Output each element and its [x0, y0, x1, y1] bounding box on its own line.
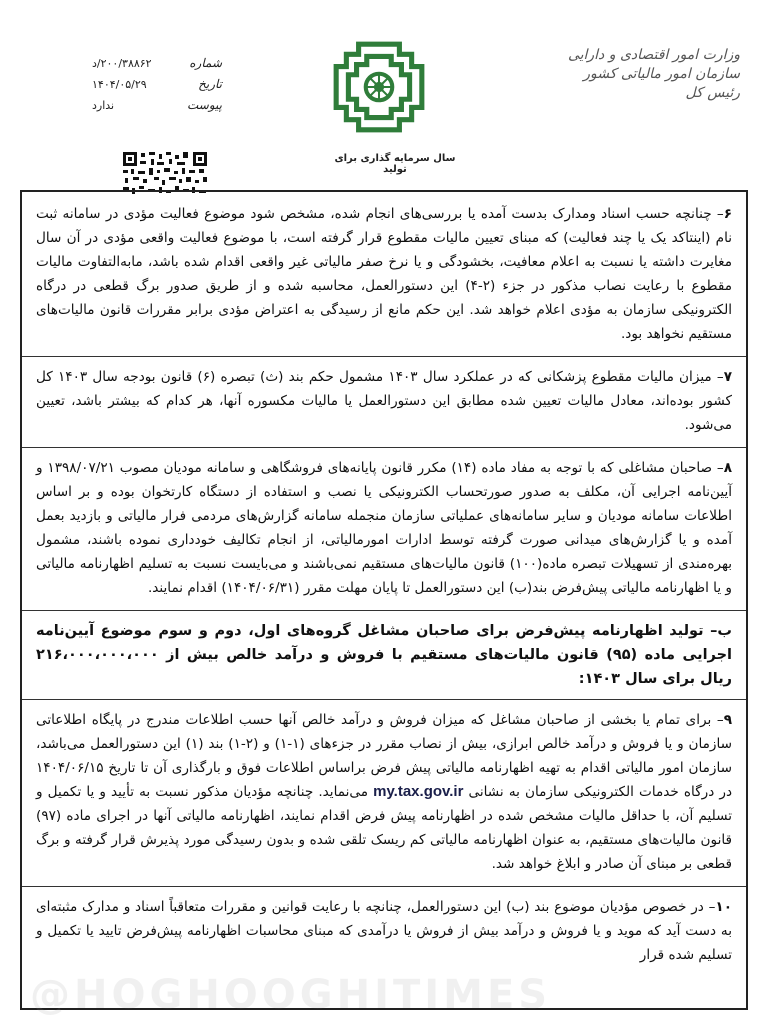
paragraph-7-text: – میزان مالیات مقطوع پزشکانی که در عملکرد سال ۱۴۰۳ مشمول حکم بند (ث) تبصره (۶) قانون بودجه سال ۱۴۰۳ کل کشور بوده‌اند، معادل مالیات تعیین شده مطابق این دستورالعمل یا مالیات مکسوره آنها، هر کدام که بیشتر باشد، تعیین می‌شود. — [36, 369, 732, 433]
signatory-title: رئیس کل — [685, 85, 740, 101]
organization-name: سازمان امور مالیاتی کشور — [583, 66, 740, 82]
section-b-heading: ب– تولید اظهارنامه پیش‌فرض برای صاحبان مشاغل گروه‌های اول، دوم و سوم موضوع آیین‌نامه اجرایی ماده (۹۵) قانون مالیات‌های مستقیم با فروش و درآمد خالص بیش از ۲۱۶،۰۰۰،۰۰۰،۰۰۰ ریال برای سال ۱۴۰۳: — [36, 623, 732, 687]
paragraph-9-text-b: می‌نماید. چنانچه مؤدیان مذکور نسبت به تأیید و یا تکمیل و تسلیم آن، با حداقل مالیات مشخص شده در اظهارنامه پیش فرض اقدام نمایند، اظهارنامه مالیاتی آنها در اجرای ماده (۹۷) قانون مالیات‌های مستقیم، به عنوان اظهارنامه مالیاتی کم ریسک تلقی شده و بدون رسیدگی مورد پذیرش قرار گرفته و برگ قطعی بر مبنای آن صادر و ابلاغ خواهد شد. — [36, 784, 732, 872]
year-slogan: سال سرمایه گذاری برای تولید — [334, 153, 456, 175]
paragraph-divider — [22, 356, 746, 357]
paragraph-9-text-a: – برای تمام یا بخشی از صاحبان مشاغل که میزان فروش و درآمد خالص آنها حسب اطلاعات مندرج در پایگاه اطلاعاتی سازمان و یا فروش و درآمد خالص ابرازی، بیش از نصاب مقرر در جزءهای (۱-۱) و (۲-۱) بند (۱) این دستورالعمل می‌باشد، سازمان امور مالیاتی اقدام به تهیه اظهارنامه مالیاتی پیش فرض براساس اطلاعات فوق و بارگذاری آن تا تاریخ ۱۴۰۴/۰۶/۱۵ در درگاه خدمات الکترونیکی سازمان به نشانی — [36, 712, 733, 800]
paragraph-10-number: ۱۰ — [715, 899, 732, 915]
number-row — [92, 56, 222, 77]
paragraph-6-text: – چنانچه حسب اسناد ومدارک بدست آمده یا بررسی‌های انجام شده، مشخص شود موضوع فعالیت مؤدی در سامانه ثبت نام (اینتاکد یک یا چند فعالیت) که مبنای تعیین مالیات مقطوع قرار گرفته است، با موضوع فعالیت واقعی مؤدی در آن سال مغایرت داشته یا نسبت به اعلام معافیت، بخشودگی و یا نرخ صفر مالیاتی غیر واقعی اقدام شده باشد، مابه‌التفاوت مالیات مقطوع با رعایت نصاب مذکور در جزء (۲-۴) این دستورالعمل، محاسبه شده و از طریق صدور برگ قطعی در درگاه الکترونیکی سازمان به مؤدی اعلام خواهد شد. این حکم مانع از رسیدگی به اعتراض مؤدی برابر مقررات قانون مالیات‌های مستقیم نخواهد بود. — [36, 206, 732, 342]
paragraph-7-number: ۷ — [723, 369, 733, 385]
attachment-value: ندارد — [92, 99, 115, 112]
paragraph-8 — [36, 456, 732, 608]
attachment-label: پیوست — [187, 98, 222, 112]
number-label: شماره — [189, 56, 222, 70]
date-value: ۱۴۰۴/۰۵/۲۹ — [92, 78, 147, 91]
number-value: ۲۰۰/۳۸۸۶۲/د — [92, 57, 152, 70]
paragraph-9-number: ۹ — [723, 712, 732, 728]
paragraph-divider — [22, 610, 746, 611]
letter-header — [0, 0, 768, 185]
letter-body — [20, 190, 748, 1010]
paragraph-divider — [22, 447, 746, 448]
date-row — [92, 77, 222, 98]
paragraph-10-text: – در خصوص مؤدیان موضوع بند (ب) این دستورالعمل، چنانچه با رعایت قوانین و مقررات متعاقباً اسناد و مدارک مثبته‌ای به دست آید که موید و یا فروش و درآمد بیش از فروش یا درآمدی که مبنای محاسبات اظهارنامه پیش‌فرض تایید یا تکمیل و تسلیم شده قرار — [36, 899, 732, 963]
paragraph-7 — [36, 365, 732, 445]
paragraph-divider — [22, 699, 746, 700]
paragraph-10 — [36, 895, 732, 975]
letter-meta — [92, 56, 222, 119]
tax-portal-link[interactable]: my.tax.gov.ir — [373, 783, 464, 800]
ministry-name: وزارت امور اقتصادی و دارایی — [567, 47, 740, 63]
paragraph-8-number: ۸ — [723, 460, 733, 476]
paragraph-divider — [22, 886, 746, 887]
paragraph-9 — [36, 708, 732, 884]
attachment-row — [92, 98, 222, 119]
paragraph-6-number: ۶ — [723, 206, 732, 222]
paragraph-6 — [36, 202, 732, 354]
tax-organization-logo — [328, 36, 430, 138]
channel-watermark: @HOGHOOGHITIMES — [30, 972, 552, 1018]
date-label: تاریخ — [198, 77, 222, 91]
ministry-heading — [530, 46, 740, 103]
paragraph-8-text: – صاحبان مشاغلی که با توجه به مفاد ماده (۱۴) مکرر قانون پایانه‌های فروشگاهی و سامانه مودیان مصوب ۱۳۹۸/۰۷/۲۱ و آیین‌نامه اجرایی آن، مکلف به صدور صورتحساب الکترونیکی یا نصب و استفاده از دستگاه کارتخوان بوده و بر اساس اطلاعات سامانه مودیان و سایر سامانه‌های عملیاتی سازمان منجمله سامانه گزارش‌های مردمی فرار مالیاتی و بازدید بعمل آمده و یا گزارش‌های میدانی صورت گرفته توسط ادارات امورمالیاتی، از انجام تکالیف خودداری نموده باشند، مشمول بهره‌مندی از تسهیلات تبصره ماده(۱۰۰) قانون مالیات‌های مستقیم نمی‌باشند و می‌بایست نسبت به تسلیم اظهارنامه مالیاتی و یا اظهارنامه مالیاتی پیش‌فرض بند(ب) این دستورالعمل تا پایان مهلت مقرر (۱۴۰۴/۰۶/۳۱) اقدام نمایند. — [36, 460, 732, 596]
